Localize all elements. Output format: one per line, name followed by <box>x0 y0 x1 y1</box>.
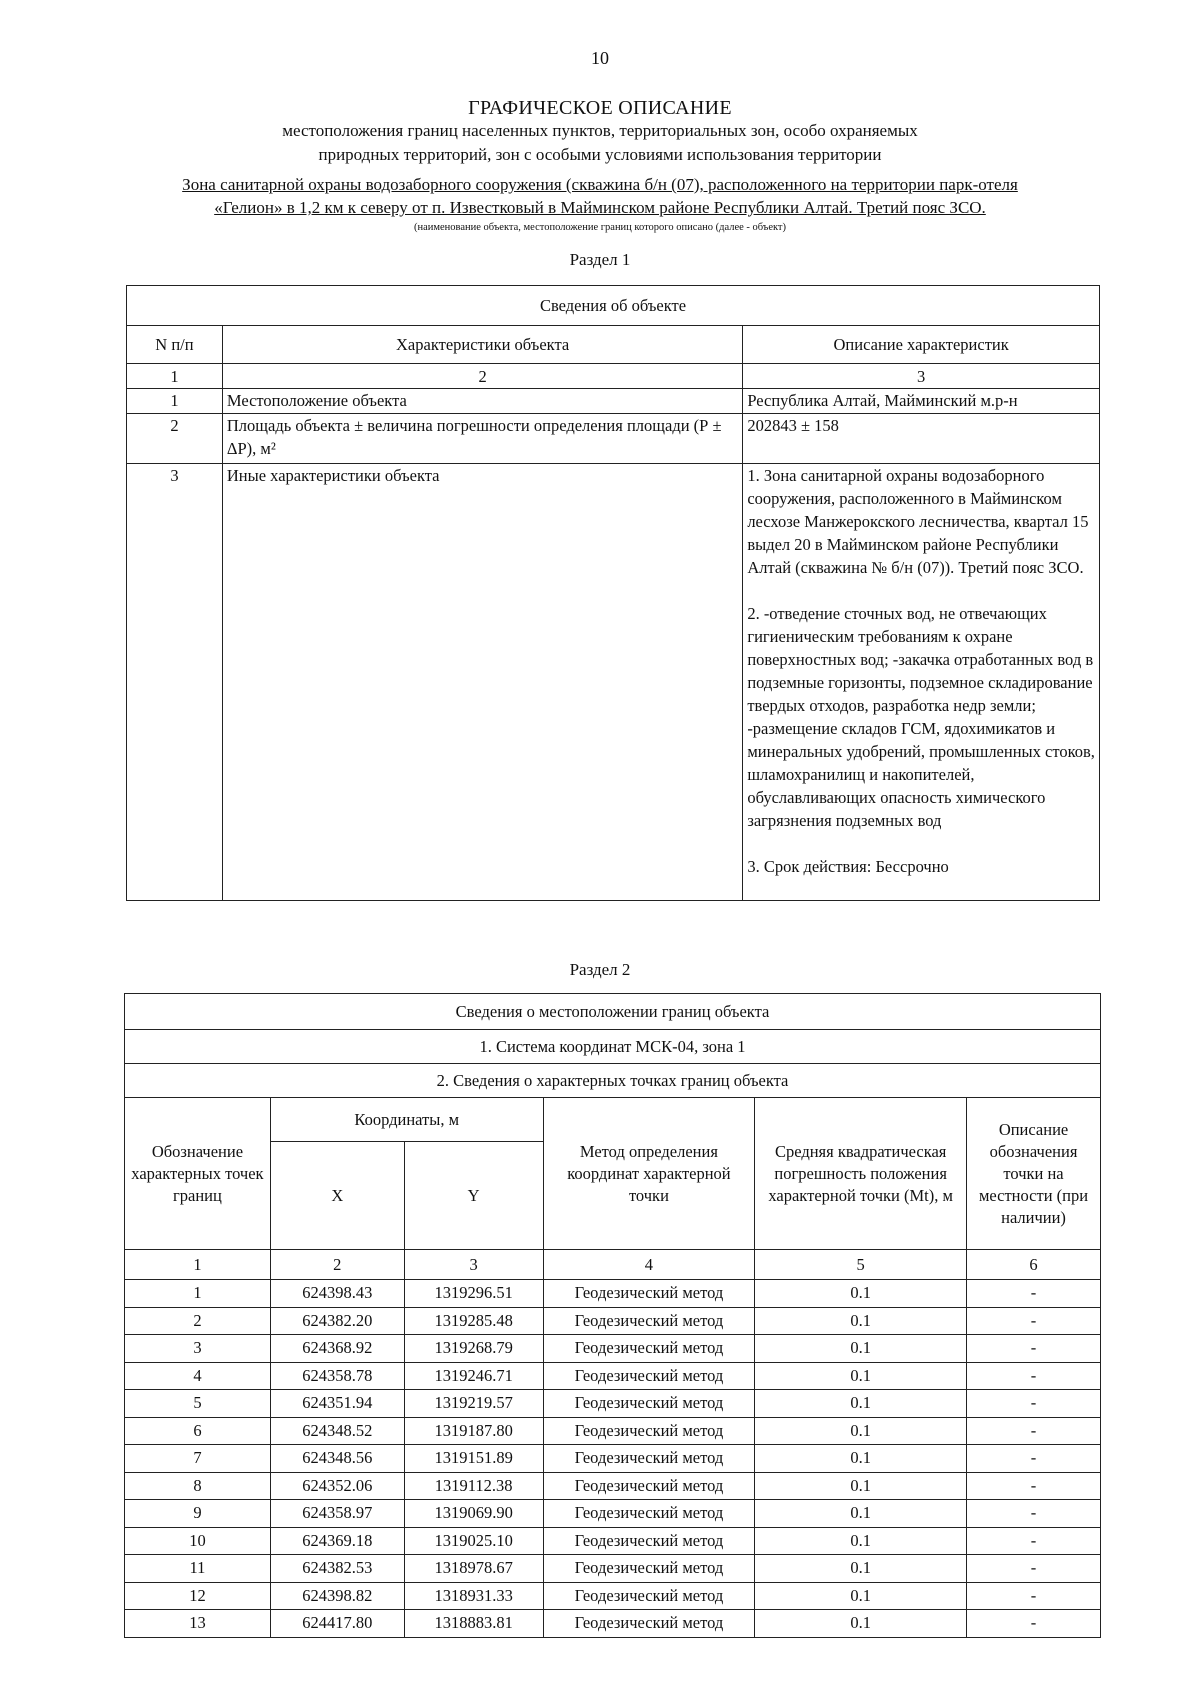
point-y: 1319296.51 <box>404 1280 543 1308</box>
points-body <box>125 1280 1101 1638</box>
row-description <box>743 464 1100 901</box>
table-row <box>125 1472 1101 1500</box>
point-x: 624369.18 <box>270 1527 404 1555</box>
header-method: Метод определения координат характерной точки <box>543 1098 755 1250</box>
point-mt: 0.1 <box>755 1555 967 1583</box>
point-number: 12 <box>125 1582 271 1610</box>
document-title: ГРАФИЧЕСКОЕ ОПИСАНИЕ <box>468 97 732 119</box>
point-x: 624358.78 <box>270 1362 404 1390</box>
point-method: Геодезический метод <box>543 1500 755 1528</box>
description-paragraph-2: 2. -отведение сточных вод, не отвечающих гигиеническим требованиям к охране поверхностных вод; -закачка отработанных вод в подземные горизонты, подземное складирование твердых отходов, разработка недр земли; -размещение складов ГСМ, ядохимикатов и минеральных удобрений, промышленных стоков, шламохранилищ и накопителей, обуславливающих опасность химического загрязнения подземных вод <box>747 604 1095 830</box>
object-name-line-1: Зона санитарной охраны водозаборного сооружения (скважина б/н (07), расположенного на территории парк-отеля <box>182 175 1018 194</box>
object-name-line-2: «Гелион» в 1,2 км к северу от п. Известковый в Майминском районе Республики Алтай. Третий пояс ЗСО. <box>214 198 986 217</box>
col-number-4: 4 <box>543 1250 755 1280</box>
row-num: 1 <box>127 389 223 414</box>
table-row <box>125 1445 1101 1473</box>
point-y: 1319025.10 <box>404 1527 543 1555</box>
point-mt: 0.1 <box>755 1335 967 1363</box>
table-row <box>125 1335 1101 1363</box>
point-mt: 0.1 <box>755 1445 967 1473</box>
point-y: 1318931.33 <box>404 1582 543 1610</box>
points-title: 2. Сведения о характерных точках границ объекта <box>125 1064 1101 1098</box>
row-characteristic: Площадь объекта ± величина погрешности определения площади (Р ± ΔР), м² <box>222 414 742 464</box>
table-row <box>125 1582 1101 1610</box>
point-description: - <box>967 1582 1101 1610</box>
document-subtitle-line-1: местоположения границ населенных пунктов, территориальных зон, особо охраняемых <box>282 121 918 140</box>
point-description: - <box>967 1472 1101 1500</box>
point-mt: 0.1 <box>755 1500 967 1528</box>
point-description: - <box>967 1362 1101 1390</box>
point-method: Геодезический метод <box>543 1582 755 1610</box>
boundary-table-title: Сведения о местоположении границ объекта <box>125 994 1101 1030</box>
point-mt: 0.1 <box>755 1472 967 1500</box>
point-mt: 0.1 <box>755 1307 967 1335</box>
row-num: 3 <box>127 464 223 901</box>
point-number: 6 <box>125 1417 271 1445</box>
object-info-table-title: Сведения об объекте <box>127 286 1100 326</box>
table-row <box>125 1555 1101 1583</box>
point-mt: 0.1 <box>755 1610 967 1638</box>
col-number-1: 1 <box>127 364 223 389</box>
point-x: 624398.43 <box>270 1280 404 1308</box>
point-description: - <box>967 1417 1101 1445</box>
point-method: Геодезический метод <box>543 1527 755 1555</box>
table-row <box>127 464 1100 901</box>
point-number: 5 <box>125 1390 271 1418</box>
point-x: 624382.20 <box>270 1307 404 1335</box>
section-2-title: Раздел 2 <box>569 960 631 979</box>
point-mt: 0.1 <box>755 1417 967 1445</box>
point-number: 11 <box>125 1555 271 1583</box>
table-row <box>125 1280 1101 1308</box>
point-description: - <box>967 1335 1101 1363</box>
row-description: 202843 ± 158 <box>743 414 1100 464</box>
row-description: Республика Алтай, Майминский м.р-н <box>743 389 1100 414</box>
table-row <box>125 1307 1101 1335</box>
point-number: 2 <box>125 1307 271 1335</box>
object-info-table <box>126 285 1100 901</box>
description-paragraph-3: 3. Срок действия: Бессрочно <box>747 857 949 876</box>
point-mt: 0.1 <box>755 1582 967 1610</box>
header-num: N п/п <box>127 326 223 364</box>
point-description: - <box>967 1445 1101 1473</box>
point-method: Геодезический метод <box>543 1610 755 1638</box>
point-x: 624352.06 <box>270 1472 404 1500</box>
point-method: Геодезический метод <box>543 1390 755 1418</box>
col-number-5: 5 <box>755 1250 967 1280</box>
col-number-1: 1 <box>125 1250 271 1280</box>
point-x: 624382.53 <box>270 1555 404 1583</box>
header-error: Средняя квадратическая погрешность положения характерной точки (Mt), м <box>755 1098 967 1250</box>
boundary-points-table <box>124 993 1101 1638</box>
point-y: 1319151.89 <box>404 1445 543 1473</box>
point-number: 13 <box>125 1610 271 1638</box>
point-description: - <box>967 1307 1101 1335</box>
object-name <box>0 173 1200 219</box>
point-method: Геодезический метод <box>543 1555 755 1583</box>
header-description: Описание характеристик <box>743 326 1100 364</box>
point-number: 3 <box>125 1335 271 1363</box>
point-description: - <box>967 1500 1101 1528</box>
row-characteristic: Местоположение объекта <box>222 389 742 414</box>
point-x: 624348.52 <box>270 1417 404 1445</box>
table-row <box>127 414 1100 464</box>
point-x: 624417.80 <box>270 1610 404 1638</box>
header-x: X <box>270 1142 404 1250</box>
point-number: 9 <box>125 1500 271 1528</box>
table-row <box>127 389 1100 414</box>
point-method: Геодезический метод <box>543 1307 755 1335</box>
point-number: 1 <box>125 1280 271 1308</box>
col-number-3: 3 <box>404 1250 543 1280</box>
col-number-3: 3 <box>743 364 1100 389</box>
header-characteristic: Характеристики объекта <box>222 326 742 364</box>
col-number-2: 2 <box>270 1250 404 1280</box>
header-coordinates: Координаты, м <box>270 1098 543 1142</box>
point-mt: 0.1 <box>755 1527 967 1555</box>
point-x: 624368.92 <box>270 1335 404 1363</box>
col-number-6: 6 <box>967 1250 1101 1280</box>
point-method: Геодезический метод <box>543 1362 755 1390</box>
point-y: 1318883.81 <box>404 1610 543 1638</box>
header-point-description: Описание обозначения точки на местности (при наличии) <box>967 1098 1101 1250</box>
table-row <box>125 1390 1101 1418</box>
col-number-2: 2 <box>222 364 742 389</box>
point-y: 1319187.80 <box>404 1417 543 1445</box>
point-number: 8 <box>125 1472 271 1500</box>
point-method: Геодезический метод <box>543 1445 755 1473</box>
table-row <box>125 1417 1101 1445</box>
point-y: 1319268.79 <box>404 1335 543 1363</box>
header-designation: Обозначение характерных точек границ <box>125 1098 271 1250</box>
table-row <box>125 1500 1101 1528</box>
point-x: 624348.56 <box>270 1445 404 1473</box>
point-y: 1319219.57 <box>404 1390 543 1418</box>
point-description: - <box>967 1555 1101 1583</box>
point-y: 1319112.38 <box>404 1472 543 1500</box>
point-description: - <box>967 1610 1101 1638</box>
point-x: 624398.82 <box>270 1582 404 1610</box>
table-row <box>125 1527 1101 1555</box>
point-method: Геодезический метод <box>543 1280 755 1308</box>
coordinate-system: 1. Система координат МСК-04, зона 1 <box>125 1030 1101 1064</box>
point-mt: 0.1 <box>755 1390 967 1418</box>
point-method: Геодезический метод <box>543 1417 755 1445</box>
point-description: - <box>967 1280 1101 1308</box>
row-num: 2 <box>127 414 223 464</box>
point-y: 1318978.67 <box>404 1555 543 1583</box>
point-mt: 0.1 <box>755 1280 967 1308</box>
point-x: 624351.94 <box>270 1390 404 1418</box>
point-y: 1319246.71 <box>404 1362 543 1390</box>
point-mt: 0.1 <box>755 1362 967 1390</box>
point-description: - <box>967 1527 1101 1555</box>
point-x: 624358.97 <box>270 1500 404 1528</box>
point-number: 7 <box>125 1445 271 1473</box>
page-number: 10 <box>591 48 609 68</box>
document-subtitle-line-2: природных территорий, зон с особыми условиями использования территории <box>318 145 882 164</box>
table-row <box>125 1610 1101 1638</box>
point-method: Геодезический метод <box>543 1335 755 1363</box>
section-1-title: Раздел 1 <box>569 250 631 269</box>
point-y: 1319069.90 <box>404 1500 543 1528</box>
table-row <box>125 1362 1101 1390</box>
point-y: 1319285.48 <box>404 1307 543 1335</box>
point-description: - <box>967 1390 1101 1418</box>
point-number: 10 <box>125 1527 271 1555</box>
point-number: 4 <box>125 1362 271 1390</box>
point-method: Геодезический метод <box>543 1472 755 1500</box>
object-caption: (наименование объекта, местоположение границ которого описано (далее - объект) <box>413 222 787 233</box>
row-characteristic: Иные характеристики объекта <box>222 464 742 901</box>
description-paragraph-1: 1. Зона санитарной охраны водозаборного сооружения, расположенного в Майминском лесхозе Манжерокского лесничества, квартал 15 выдел 20 в Майминском районе Республики Алтай (скважина № б/н (07)). Третий пояс ЗСО. <box>747 466 1089 577</box>
header-y: Y <box>404 1142 543 1250</box>
